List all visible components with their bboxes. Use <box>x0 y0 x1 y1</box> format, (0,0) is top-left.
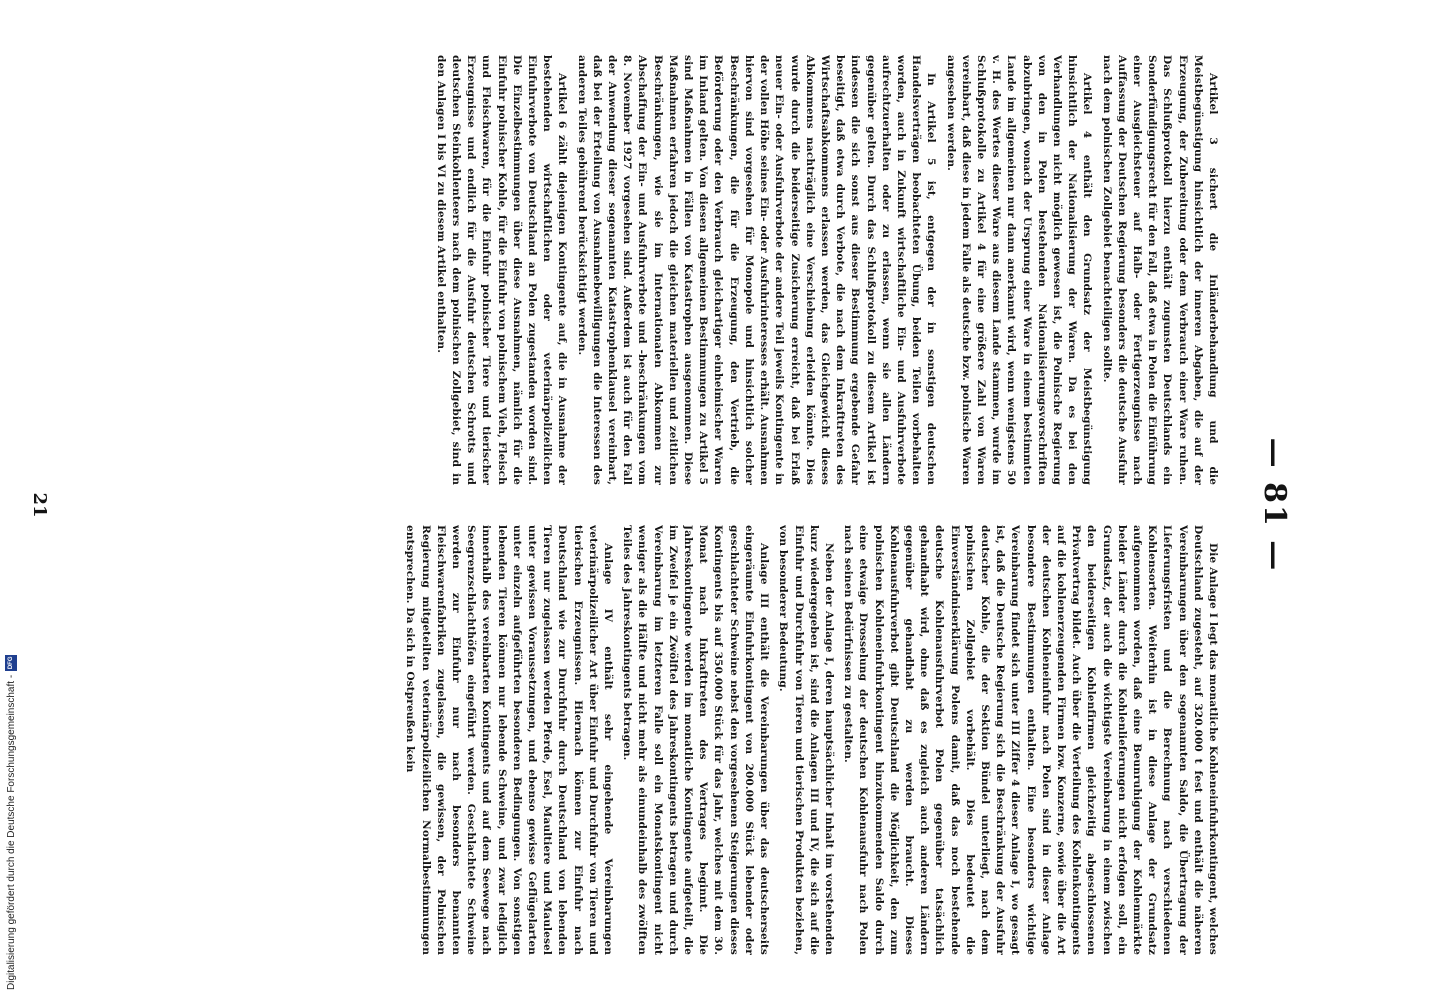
paragraph-artikel-3: Artikel 3 sichert die Inländerbehandlung und die Meistbegünstigung hinsichtlich der inneren Abgaben, die auf der Erzeugung, der Zubereitung oder dem Verbrauch einer Ware ruhen. Das Schlußprotokoll hierzu enthält zugunsten Deutschlands ein Sonderfündigungsrecht für den Fall, daß etwa in Polen die Einführung einer Ausgleichsteuer auf Halb- oder Fertigerzeugnisse nach Auffassung der Deutschen Regierung besonders die deutsche Ausfuhr nach dem polnischen Zollgebiet benachteiligen sollte. <box>1100 55 1219 485</box>
paragraph-anlagen-3-4: Neben der Anlage I, deren hauptsächlicher Inhalt im vorstehenden kurz wiedergegeben ist, sind die Anlagen III und IV, die sich auf die Einfuhr und Durchfuhr von Tieren und tierischen Produkten beziehen, von besonderer Bedeutung. <box>777 525 835 955</box>
page-number-header: — 81 — <box>1257 437 1292 573</box>
digitization-credit-text: Digitalisierung gefördert durch die Deutsche Forschungsgemeinschaft - <box>5 674 17 990</box>
paragraph-artikel-4: Artikel 4 enthält den Grundsatz der Meistbegünstigung hinsichtlich der Nationalisierung der Waren. Da es bei den Verhandlungen nicht möglich gewesen ist, die Polnische Regierung von den in Polen bestehenden Nationalisierungsvorschriften abzubringen, wonach der Ursprung einer Ware in einem bestimmten Lande im allgemeinen nur dann anerkannt wird, wenn wenigstens 50 v. H. des Wertes dieser Ware aus diesem Lande stammen, wurde im Schlußprotokolle zu Artikel 4 für eine größere Zahl von Waren vereinbart, daß diese in jedem Falle als deutsche bzw. polnische Waren angesehen werden. <box>944 55 1094 485</box>
paragraph-anlage-1: Die Anlage I legt das monatliche Kohleneinfuhrkontingent, welches Deutschland zugesteht, auf 320.000 t fest und enthält die näheren Vereinbarungen über den sogenannten Saldo, die Übertragung der Lieferungsfristen und die Berechnung nach verschiedenen Kohlensorten. Weiterhin ist in diese Anlage der Grundsatz aufgenommen worden, daß eine Beunruhigung der Kohlenmärkte beider Länder durch die Kohlenlieferungen nicht erfolgen soll, ein Grundsatz, der auch die wichtigste Vereinbarung in einem zwischen den beiderseitigen Kohlenfirmen gleichzeitig abgeschlossenen Privatvertrag bildet. Auch über die Verteilung des Kohlenkontingents auf die kohlenerzeugenden Firmen bzw. Konzerne, sowie über die Art der deutschen Kohleneinfuhr nach Polen sind in dieser Anlage besondere Bestimmungen enthalten. Eine besonders wichtige Vereinbarung findet sich unter III Ziffer 4 dieser Anlage I, wo gesagt ist, daß die Deutsche Regierung sich die Beschränkung der Ausfuhr deutscher Kohle, die der Sektion Bündel unterliegt, nach dem polnischen Zollgebiet vorbehält. Dies bedeutet die Einverständniserklärung Polens damit, daß das noch bestehende deutsche Kohlenausfuhrverbot Polen gegenüber tatsächlich gehandhabt wird, ohne daß es zugleich auch anderen Ländern gegenüber gehandhabt zu werden braucht. Dieses Kohlenausfuhrverbot gibt Deutschland die Möglichkeit, den zum polnischen Kohleneinfuhrkontingent hinzukommenden Saldo durch eine etwaige Drosselung der deutschen Kohlenausfuhr nach Polen nach seinen Bedürfnissen zu gestalten. <box>842 525 1219 955</box>
page-footer-number: 21 <box>29 492 50 518</box>
paragraph-artikel-5: In Artikel 5 ist, entgegen der in sonstigen deutschen Handelsverträgen beobachteten Übung, beiden Teilen vorbehalten worden, auch in Zukunft wirtschaftliche Ein- und Ausfuhrverbote aufrechtzuerhalten oder zu erlassen, wenn sie allen Ländern gegenüber gelten. Durch das Schlußprotokoll zu diesem Artikel ist indessen die sich sonst aus dieser Bestimmung ergebende Gefahr beseitigt, daß etwa durch Verbote, die nach dem Inkrafttreten des Wirtschaftsabkommens erlassen werden, das Gleichgewicht dieses Abkommens nachträglich eine Verschiebung erleiden könnte. Dies wurde durch die beiderseitige Zusicherung erreicht, daß bei Erlaß neuer Ein- oder Ausfuhrverbote der andere Teil jeweils Kontingente in der vollen Höhe seines Ein- oder Ausfuhrinteresses erhält. Ausnahmen hiervon sind vorgesehen für Monopole und hinsichtlich solcher Beschränkungen, die für die Erzeugung, den Vertrieb, die Beförderung oder den Verbrauch gleichartiger einheimischer Waren im Inland gelten. Von diesen allgemeinen Bestimmungen zu Artikel 5 sind Maßnahmen in Fällen von Katastrophen ausgenommen. Diese Maßnahmen erfahren jedoch die gleichen materiellen und zeitlichen Beschränkungen, wie sie im Internationalen Abkommen zur Abschaffung der Ein- und Ausfuhrverbote und -beschränkungen vom 8. November 1927 vorgesehen sind. Außerdem ist auch für den Fall der Anwendung dieser sogenannten Katastrophenklausel vereinbart, daß bei der Erteilung von Ausnahmebewilligungen die Interessen des anderen Teiles gebührend berücksichtigt werden. <box>575 55 938 485</box>
paragraph-artikel-6: Artikel 6 zählt diejenigen Kontingente auf, die in Ausnahme der bestehenden wirtschaftlichen oder veterinärpolizeilichen Einfuhrverbote von Deutschland an Polen zugestanden worden sind. Die Einzelbestimmungen über diese Ausnahmen, nämlich für die Einfuhr polnischer Kohle, für die Einfuhr von polnischem Vieh, Fleisch und Fleischwaren, für die Einfuhr polnischer Tiere und tierischer Erzeugnisse und endlich für die Ausfuhr deutschen Schrotts und deutschen Steinkohlenteers nach dem polnischen Zollgebiet, sind in den Anlagen I bis VI zu diesem Artikel enthalten. <box>434 55 569 485</box>
dfg-logo: DFG <box>5 655 17 671</box>
right-text-column <box>70 525 1220 955</box>
rotated-document-page <box>0 35 1310 975</box>
paragraph-anlage-3: Anlage III enthält die Vereinbarungen über das deutscherseits eingeräumte Einfuhrkontingent von 200.000 Stück lebender oder geschlachteter Schweine nebst den vorgesehenen Steigerungen dieses Kontingents bis auf 350.000 Stück für das Jahr, welches mit dem 30. Monat nach Inkrafttreten des Vertrages beginnt. Die Jahreskontingente werden im monatliche Kontingente aufgeteilt, die im Zweifel je ein Zwölftel des Jahreskontingents betragen und durch Vereinbarung im letzteren Falle soll ein Monatskontingent nicht weniger als die Hälfte und nicht mehr als einundeinhalb des zwölften Teiles des Jahreskontingents betragen. <box>621 525 771 955</box>
left-text-column <box>70 55 1220 485</box>
paragraph-anlage-4: Anlage IV enthält sehr eingehende Vereinbarungen veterinärpolizeilicher Art über Einfuhr und Durchfuhr von Tieren und tierischen Erzeugnissen. Hiernach können zur Einfuhr nach Deutschland wie zur Durchfuhr durch Deutschland von lebenden Tieren nur zugelassen werden Pferde, Esel, Maultiere und Maulesel unter gewissen Voraussetzungen, und ebenso gewisse Geflügelarten unter einzeln aufgeführten besonderen Bedingungen. Von sonstigen lebenden Tieren können nur lebende Schweine, und zwar lediglich innerhalb des vereinbarten Kontingents und auf dem Seewege nach Seegrenzschlachthöfen eingeführt werden. Geschlachtete Schweine werden zur Einfuhr nur nach besonders benannten Fleischwarenfabriken zugelassen, die gewissen, der Polnischen Regierung mitgeteilten veterinärpolizeilichen Normalbestimmungen entsprechen. Da sich in Ostpreußen kein <box>404 525 615 955</box>
digitization-credit <box>5 655 17 990</box>
